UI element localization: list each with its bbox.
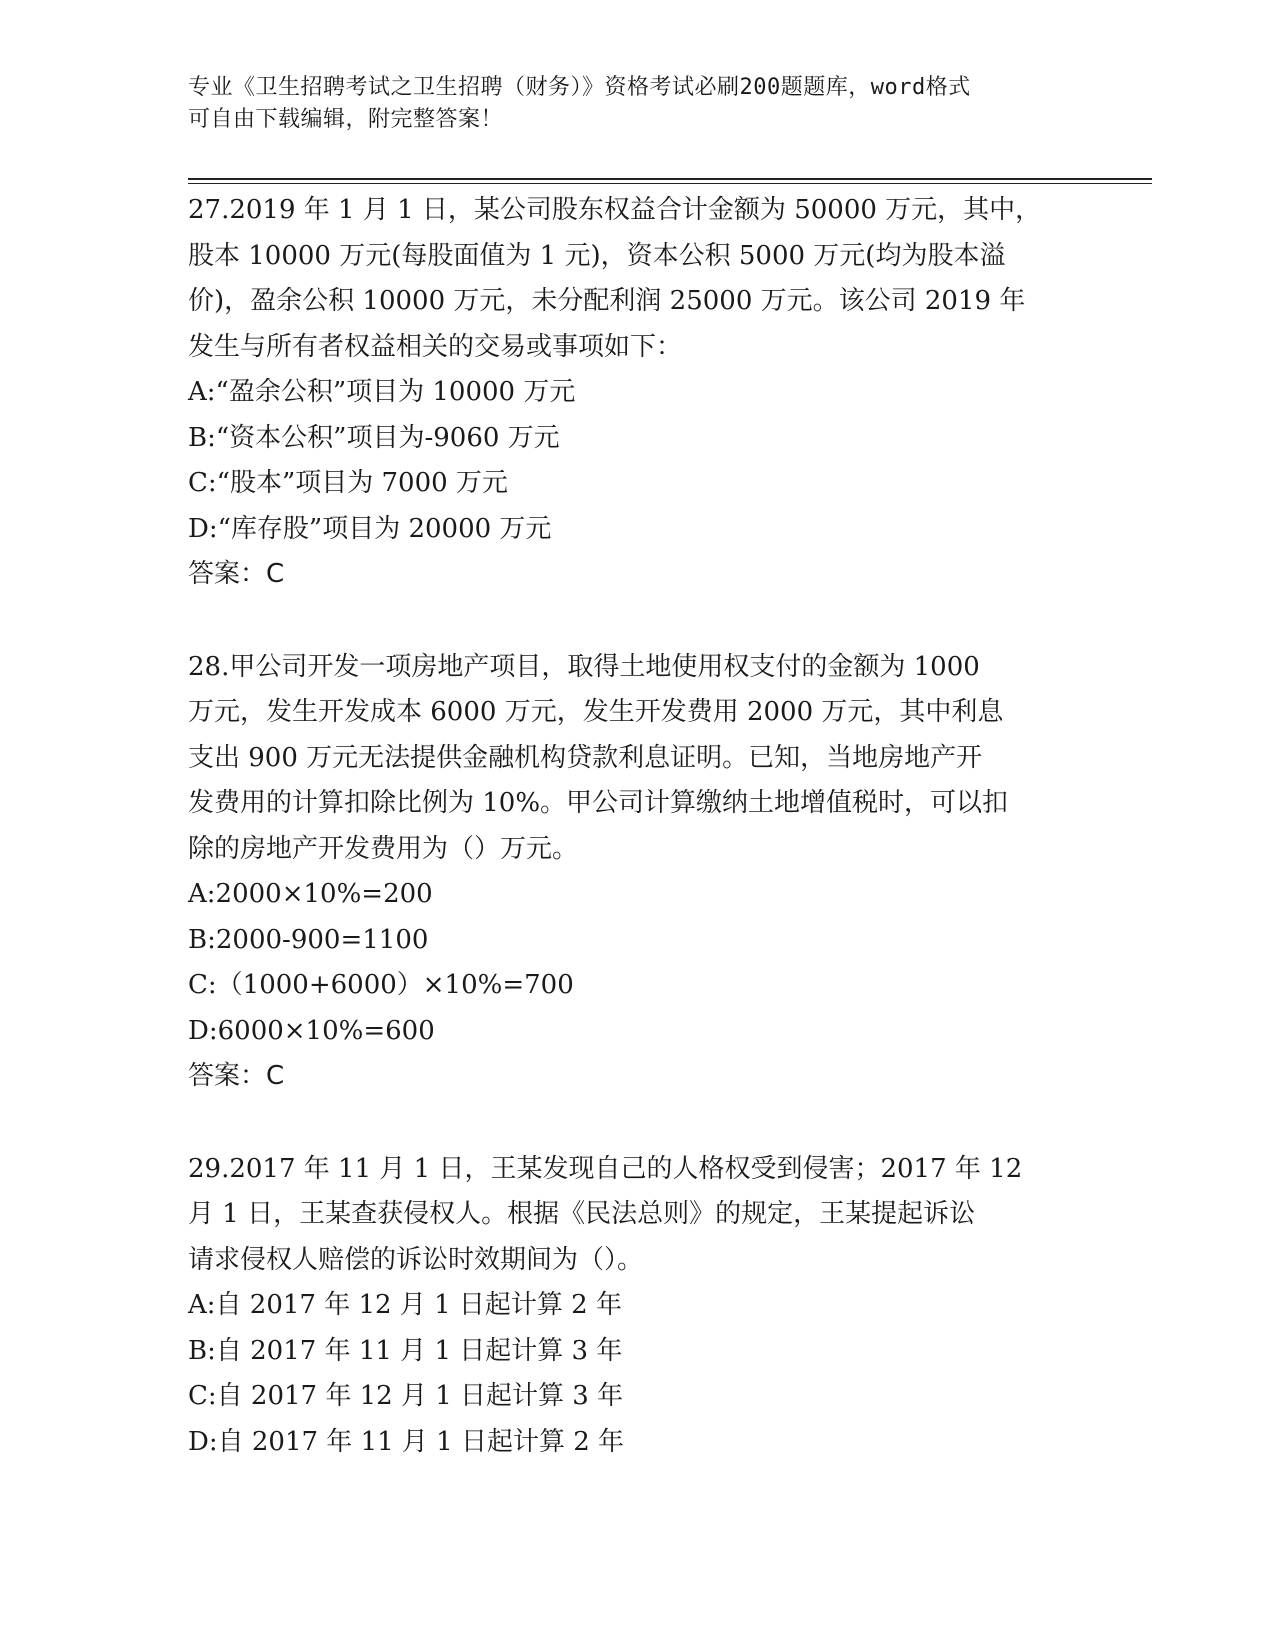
option-c: C:自 2017 年 12 月 1 日起计算 3 年 — [188, 1381, 624, 1411]
option-c: C:“股本”项目为 7000 万元 — [188, 468, 508, 498]
option-d: D:自 2017 年 11 月 1 日起计算 2 年 — [188, 1426, 625, 1457]
question-27 — [188, 188, 1088, 598]
question-stem-line: 股本 10000 万元(每股面值为 1 元)，资本公积 5000 万元(均为股本溢 — [188, 240, 1006, 271]
option-a: A:“盈余公积”项目为 10000 万元 — [188, 377, 576, 407]
question-stem-line: 价)，盈余公积 10000 万元，未分配利润 25000 万元。该公司 2019 年 — [188, 286, 1026, 316]
answer-label: 答案：C — [188, 559, 285, 589]
question-stem-line: 支出 900 万元无法提供金融机构贷款利息证明。已知，当地房地产开 — [188, 742, 983, 773]
header-divider-thin — [188, 183, 1152, 184]
question-spacer — [188, 598, 1088, 645]
option-d: D:“库存股”项目为 20000 万元 — [188, 513, 552, 544]
question-spacer — [188, 1100, 1088, 1147]
question-stem-line: 除的房地产开发费用为（）万元。 — [188, 833, 579, 864]
question-stem-line: 月 1 日，王某查获侵权人。根据《民法总则》的规定，王某提起诉讼 — [188, 1199, 976, 1229]
option-c: C:（1000+6000）×10%=700 — [188, 970, 574, 1000]
question-stem-line: 28.甲公司开发一项房地产项目，取得土地使用权支付的金额为 1000 — [188, 651, 980, 682]
option-a: A:自 2017 年 12 月 1 日起计算 2 年 — [188, 1290, 622, 1320]
answer-label: 答案：C — [188, 1061, 285, 1091]
question-stem-line: 27.2019 年 1 月 1 日，某公司股东权益合计金额为 50000 万元，其中， — [188, 195, 1042, 225]
document-header — [188, 72, 1088, 136]
option-b: B:自 2017 年 11 月 1 日起计算 3 年 — [188, 1335, 623, 1366]
question-28 — [188, 645, 1088, 1100]
header-line-1: 专业《卫生招聘考试之卫生招聘（财务）》资格考试必刷200题题库，word格式 — [188, 75, 971, 100]
header-divider-thick — [188, 178, 1152, 180]
question-stem-line: 万元，发生开发成本 6000 万元，发生开发费用 2000 万元，其中利息 — [188, 697, 1004, 727]
question-stem-line: 请求侵权人赔偿的诉讼时效期间为（）。 — [188, 1244, 644, 1275]
header-line-2: 可自由下载编辑，附完整答案！ — [188, 107, 504, 132]
question-stem-line: 发生与所有者权益相关的交易或事项如下： — [188, 331, 683, 362]
option-a: A:2000×10%=200 — [188, 879, 433, 909]
question-list — [188, 188, 1088, 1465]
question-stem-line: 发费用的计算扣除比例为 10%。甲公司计算缴纳土地增值税时，可以扣 — [188, 788, 1009, 818]
question-stem-line: 29.2017 年 11 月 1 日，王某发现自己的人格权受到侵害；2017 年 12 — [188, 1153, 1023, 1184]
option-b: B:“资本公积”项目为-9060 万元 — [188, 422, 560, 453]
option-d: D:6000×10%=600 — [188, 1015, 435, 1046]
question-29 — [188, 1147, 1088, 1466]
option-b: B:2000-900=1100 — [188, 924, 429, 955]
